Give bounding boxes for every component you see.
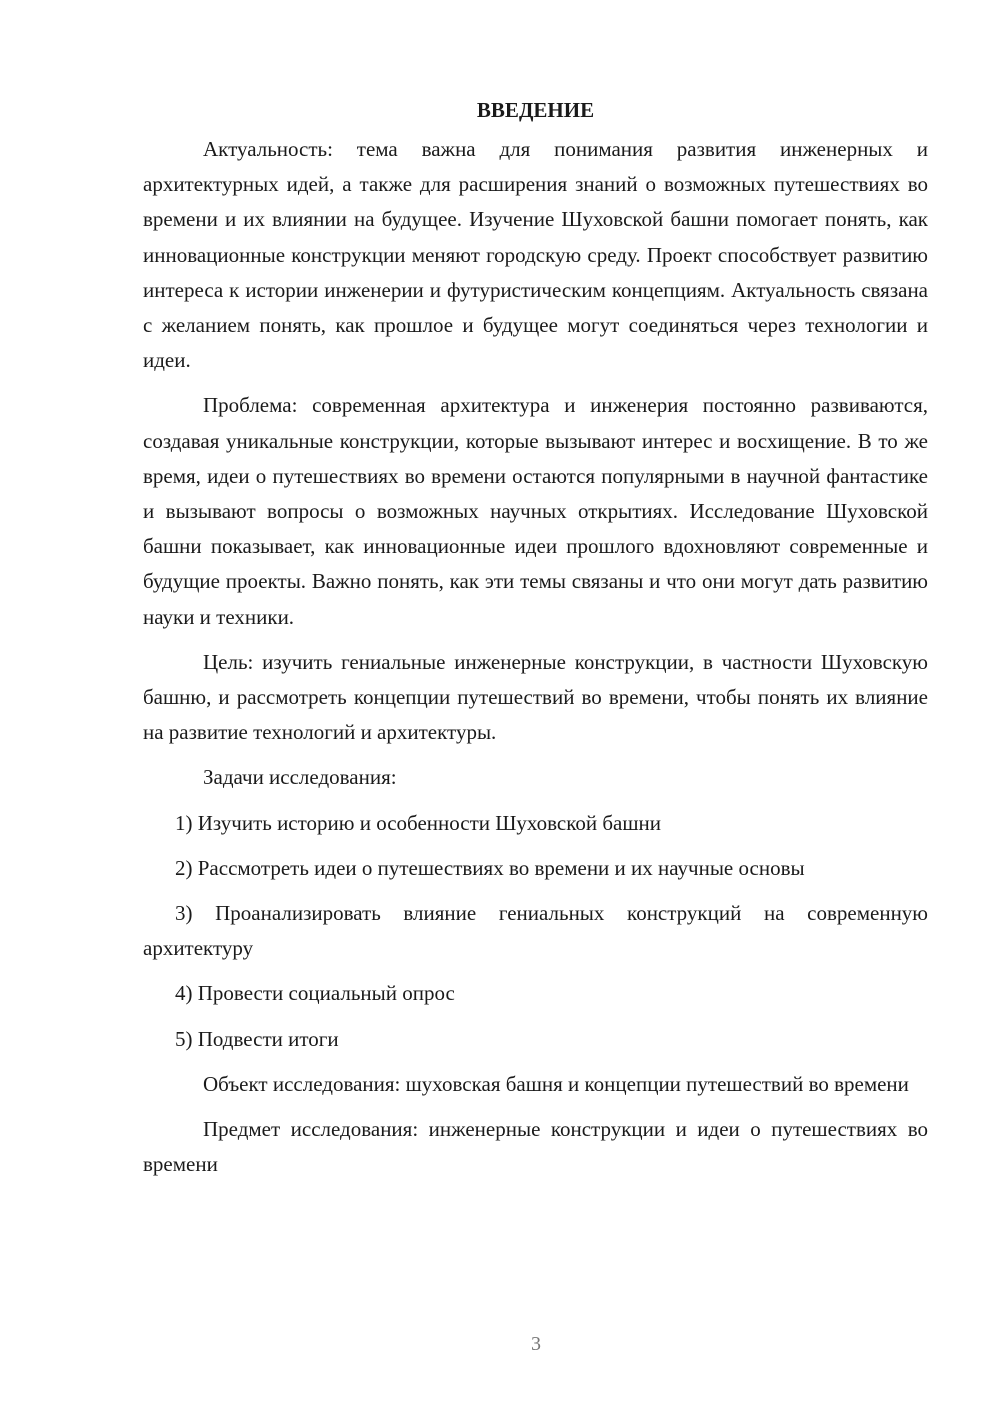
task-item: 3) Проанализировать влияние гениальных конструкций на современную архитектуру xyxy=(143,901,928,961)
relevance-paragraph: Актуальность: тема важна для понимания развития инженерных и архитектурных идей, а также для расширения знаний о возможных путешествиях во времени и их влиянии на будущее. Изучение Шуховской башни помогает понять, как инновационные конструкции меняют городскую среду. Проект способствует развитию интереса к истории инженерии и футуристическим концепциям. Актуальность связана с желанием понять, как прошлое и будущее могут соединяться через технологии и идеи. xyxy=(143,137,928,373)
task-item: 2) Рассмотреть идеи о путешествиях во времени и их научные основы xyxy=(175,855,805,880)
task-item: 5) Подвести итоги xyxy=(175,1026,339,1051)
document-page xyxy=(143,93,928,1192)
task-item: 1) Изучить историю и особенности Шуховской башни xyxy=(175,810,662,835)
problem-paragraph: Проблема: современная архитектура и инженерия постоянно развиваются, создавая уникальные конструкции, которые вызывают интерес и восхищение. В то же время, идеи о путешествиях во времени остаются популярными в научной фантастике и вызывают вопросы о возможных научных открытиях. Исследование Шуховской башни показывает, как инновационные идеи прошлого вдохновляют современные и будущие проекты. Важно понять, как эти темы связаны и что они могут дать развитию науки и техники. xyxy=(143,393,928,629)
page-title: ВВЕДЕНИЕ xyxy=(476,98,595,122)
page-number: 3 xyxy=(531,1333,541,1355)
object-paragraph: Объект исследования: шуховская башня и концепции путешествий во времени xyxy=(203,1071,909,1096)
task-item: 4) Провести социальный опрос xyxy=(175,981,455,1006)
goal-paragraph: Цель: изучить гениальные инженерные конструкции, в частности Шуховскую башню, и рассмотреть концепции путешествий во времени, чтобы понять их влияние на развитие технологий и архитектуры. xyxy=(143,649,928,745)
subject-paragraph: Предмет исследования: инженерные конструкции и идеи о путешествиях во времени xyxy=(143,1117,928,1177)
tasks-heading: Задачи исследования: xyxy=(203,765,397,790)
